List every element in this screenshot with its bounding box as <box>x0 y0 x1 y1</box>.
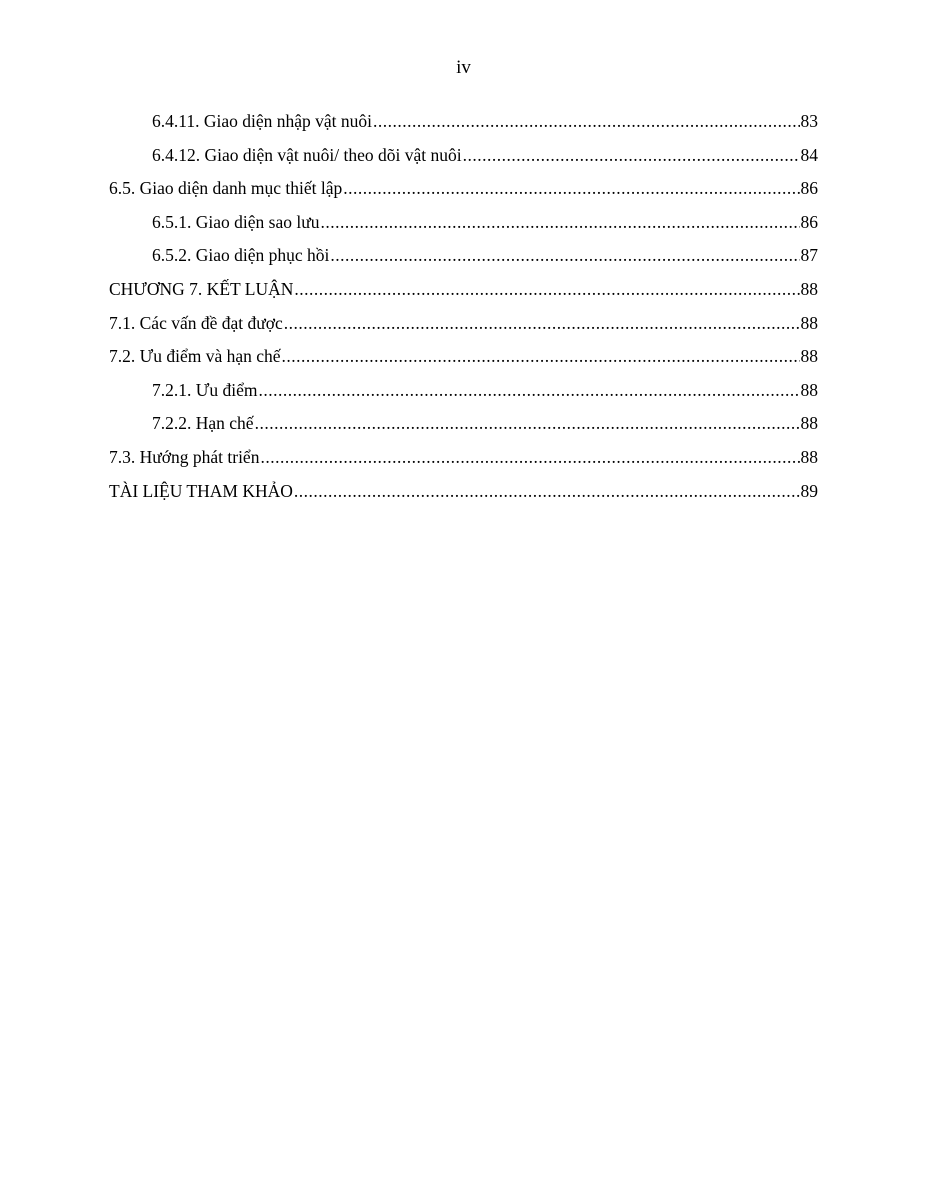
toc-dot-leader <box>294 477 800 505</box>
toc-entry-page: 88 <box>800 413 818 434</box>
toc-entry-page: 86 <box>800 178 818 199</box>
toc-entry-title: 6.5.2. Giao diện phục hồi <box>152 245 330 266</box>
toc-entry-page: 88 <box>800 446 818 467</box>
toc-entry[interactable] <box>109 141 818 175</box>
toc-entry[interactable] <box>109 275 818 309</box>
toc-dot-leader <box>282 342 800 370</box>
toc-dot-leader <box>294 275 799 303</box>
toc-entry-title: 7.1. Các vấn đề đạt được <box>109 312 283 333</box>
toc-entry-title: 6.4.11. Giao diện nhập vật nuôi <box>152 111 373 131</box>
toc-dot-leader <box>320 208 799 236</box>
toc-dot-leader <box>373 107 799 135</box>
toc-entry-page: 88 <box>800 278 818 299</box>
toc-entry[interactable] <box>109 409 818 443</box>
toc-entry[interactable] <box>109 241 818 275</box>
toc-entry-title: CHƯƠNG 7. KẾT LUẬN <box>109 278 294 299</box>
toc-entry-page: 83 <box>800 111 818 131</box>
toc-dot-leader <box>330 241 799 269</box>
toc-entry-page: 88 <box>800 379 818 400</box>
toc-entry[interactable] <box>109 309 818 343</box>
toc-entry-page: 88 <box>800 312 818 333</box>
toc-entry-title: 6.5.1. Giao diện sao lưu <box>152 211 320 232</box>
toc-entry[interactable] <box>109 342 818 376</box>
toc-entry[interactable] <box>109 174 818 208</box>
toc-entry-title: 6.4.12. Giao diện vật nuôi/ theo dõi vật nuôi <box>152 144 462 165</box>
toc-entry-page: 89 <box>800 480 818 501</box>
toc-entry-title: TÀI LIỆU THAM KHẢO <box>109 480 293 501</box>
toc-entry[interactable] <box>109 376 818 410</box>
toc-entry-page: 86 <box>800 211 818 232</box>
toc-entry-title: 7.2. Ưu điểm và hạn chế <box>109 346 281 367</box>
toc-entry-page: 87 <box>800 245 818 266</box>
page-number: iv <box>456 57 471 78</box>
toc-dot-leader <box>260 443 799 471</box>
toc-entry[interactable] <box>109 208 818 242</box>
table-of-contents <box>109 107 818 510</box>
toc-entry[interactable] <box>109 477 818 511</box>
toc-dot-leader <box>343 174 799 202</box>
toc-entry-page: 84 <box>800 144 818 165</box>
toc-entry[interactable] <box>109 443 818 477</box>
toc-dot-leader <box>255 409 800 437</box>
toc-dot-leader <box>258 376 799 404</box>
toc-dot-leader <box>463 141 800 169</box>
toc-entry-title: 7.2.1. Ưu điểm <box>152 379 258 400</box>
toc-entry-page: 88 <box>800 346 818 367</box>
toc-entry[interactable] <box>109 107 818 141</box>
toc-entry-title: 7.3. Hướng phát triển <box>109 446 260 467</box>
toc-dot-leader <box>284 309 800 337</box>
toc-entry-title: 6.5. Giao diện danh mục thiết lập <box>109 178 343 199</box>
toc-entry-title: 7.2.2. Hạn chế <box>152 413 254 434</box>
